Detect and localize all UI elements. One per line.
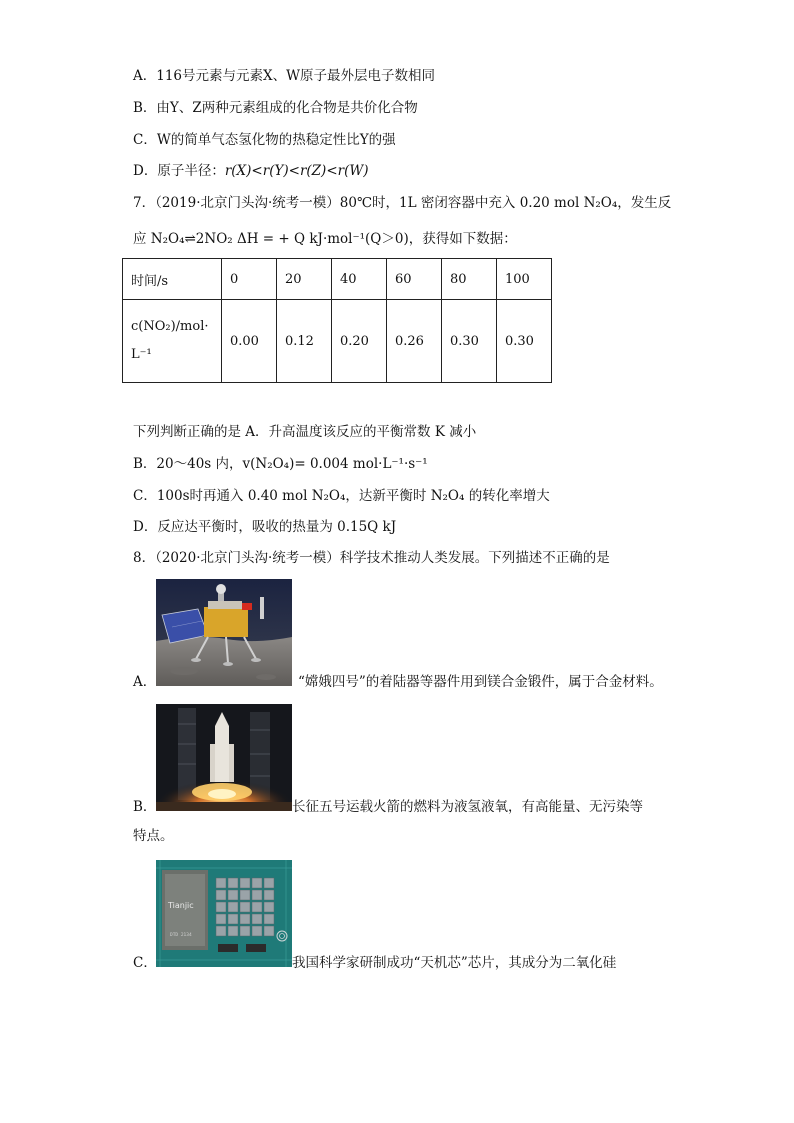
q6-option-d-formula: r(X)<r(Y)<r(Z)<r(W) (224, 163, 369, 179)
q8-option-b-text: 长征五号运载火箭的燃料为液氢液氧，有高能量、无污染等 (292, 799, 643, 815)
table-value-cell: 0.26 (387, 300, 442, 383)
q8-option-c-text: 我国科学家研制成功“天机芯”芯片，其成分为二氧化硅 (292, 955, 617, 971)
table-value-cell: 0.30 (497, 300, 552, 383)
lunar-lander-image (156, 579, 292, 686)
table-value-cell: 0.00 (222, 300, 277, 383)
q7-option-c: C．100s时再通入 0.40 mol N₂O₄，达新平衡时 N₂O₄ 的转化率增大 (133, 488, 550, 504)
table-time-cell: 20 (277, 259, 332, 300)
q8-option-b-text-continued: 特点。 (133, 828, 174, 844)
q6-option-c: C．W的简单气态氢化物的热稳定性比Y的强 (133, 132, 396, 148)
table-row (123, 300, 552, 383)
table-time-cell: 60 (387, 259, 442, 300)
q7-option-a: 下列判断正确的是 A．升高温度该反应的平衡常数 K 减小 (133, 424, 477, 440)
q8-option-b-letter: B． (133, 799, 157, 815)
q6-option-b: B．由Y、Z两种元素组成的化合物是共价化合物 (133, 100, 418, 116)
table-header-row (123, 259, 552, 300)
q8-option-a-letter: A． (133, 674, 157, 690)
q7-stem-line1: 7．（2019·北京门头沟·统考一模）80℃时，1L 密闭容器中充入 0.20 mol N₂O₄，发生反 (133, 195, 672, 211)
q6-option-d-prefix: D．原子半径： (133, 163, 225, 179)
table-value-cell: 0.30 (442, 300, 497, 383)
table-time-cell: 40 (332, 259, 387, 300)
q6-option-a: A．116号元素与元素X、W原子最外层电子数相同 (133, 68, 436, 84)
q6-option-d (133, 161, 369, 181)
chip-brand-text: Tianjic (168, 901, 194, 910)
table-value-cell: 0.20 (332, 300, 387, 383)
q7-stem-line2: 应 N₂O₄⇌2NO₂ ΔH = + Q kJ·mol⁻¹(Q＞0)，获得如下数据： (133, 231, 517, 247)
table-time-cell: 80 (442, 259, 497, 300)
table-value-cell: 0.12 (277, 300, 332, 383)
table-time-cell: 100 (497, 259, 552, 300)
q8-stem: 8．（2020·北京门头沟·统考一模）科学技术推动人类发展。下列描述不正确的是 (133, 550, 610, 566)
table-header-label: 时间/s (123, 259, 222, 300)
q8-option-c-letter: C． (133, 955, 157, 971)
q8-option-a-text: “嫦娥四号”的着陆器等器件用到镁合金锻件，属于合金材料。 (298, 674, 663, 690)
table-time-cell: 0 (222, 259, 277, 300)
q7-data-table (122, 258, 552, 383)
tianjic-chip-image (156, 860, 292, 967)
row-label-line1: c(NO₂)/mol· (131, 319, 209, 334)
q7-option-b: B．20～40s 内，v(N₂O₄)= 0.004 mol·L⁻¹·s⁻¹ (133, 456, 428, 472)
table-row-label (123, 300, 222, 383)
row-label-line2: L⁻¹ (131, 347, 152, 362)
rocket-launch-image (156, 704, 292, 811)
chip-code-text: DTD 2134 (170, 933, 192, 938)
q7-option-d: D．反应达平衡时，吸收的热量为 0.15Q kJ (133, 519, 397, 535)
